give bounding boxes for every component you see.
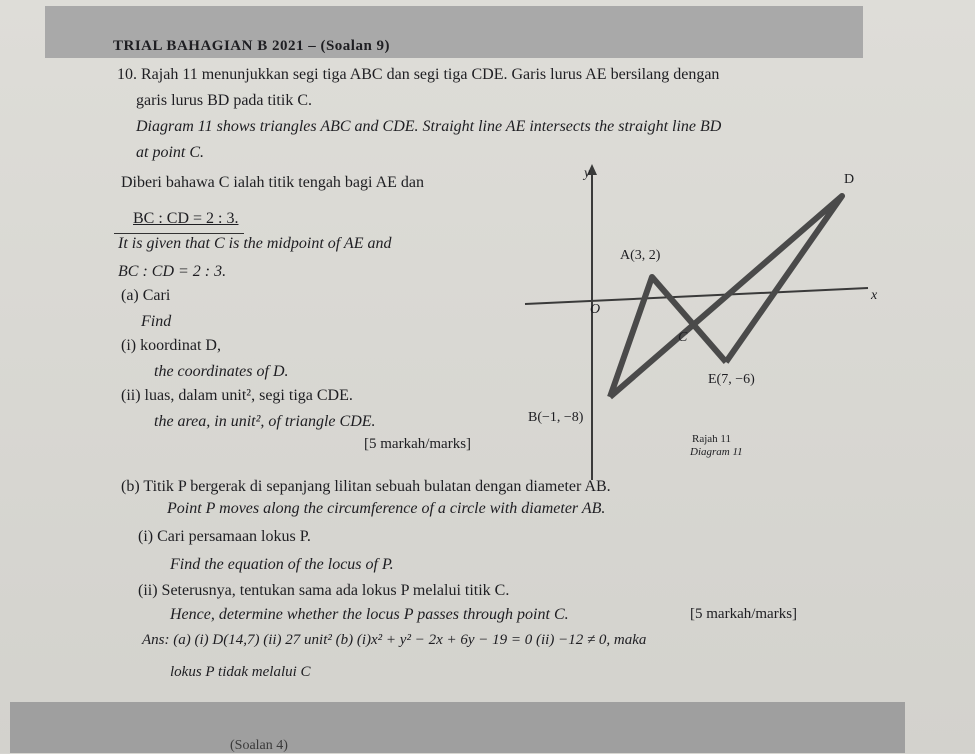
intro-en-2: at point C. [136,144,205,161]
marks-b: [5 markah/marks] [690,606,798,622]
intro-en: Diagram 11 shows triangles ABC and CDE. Straight line AE intersects the straight line BD [136,118,722,135]
given-ms-ratio: BC : CD = 2 : 3. [133,210,239,227]
given-ms: Diberi bahawa C ialah titik tengah bagi AE dan [121,174,425,191]
caption-en: Diagram 11 [690,446,743,458]
part-b-en: Point P moves along the circumference of a circle with diameter AB. [167,500,606,517]
b-ii-en: Hence, determine whether the locus P passes through point C. [170,606,569,623]
given-en-ratio: BC : CD = 2 : 3. [118,263,227,280]
caption-ms: Rajah 11 [692,433,731,445]
marks-a: [5 markah/marks] [364,436,472,452]
header-title: TRIAL BAHAGIAN B 2021 – (Soalan 9) [113,38,391,54]
a-i-en: the coordinates of D. [154,363,289,380]
label-e: E(7, −6) [708,372,755,387]
label-a: A(3, 2) [620,248,661,263]
x-axis [525,288,868,304]
footer-text: (Soalan 4) [230,738,288,753]
answer: Ans: (a) (i) D(14,7) (ii) 27 unit² (b) (i)x² + y² − 2x + 6y − 19 = 0 (ii) −12 ≠ 0, maka [142,632,647,648]
label-x: x [871,288,878,303]
a-ii-en: the area, in unit², of triangle CDE. [154,413,376,430]
intro-ms-2: garis lurus BD pada titik C. [136,92,312,109]
a-i-ms: (i) koordinat D, [121,337,221,354]
answer-2: lokus P tidak melalui C [170,664,311,680]
b-i-en: Find the equation of the locus of P. [170,556,394,573]
label-d: D [844,172,855,187]
label-o: O [590,302,601,317]
label-b: B(−1, −8) [528,410,584,425]
b-i-ms: (i) Cari persamaan lokus P. [138,528,311,545]
intro-ms: 10. Rajah 11 menunjukkan segi tiga ABC dan segi tiga CDE. Garis lurus AE bersilang dengan [117,66,720,83]
a-ii-ms: (ii) luas, dalam unit², segi tiga CDE. [121,387,353,404]
part-a-en: Find [141,313,172,330]
label-y: y [584,166,591,181]
part-a-ms: (a) Cari [121,287,171,304]
label-c: C [678,330,688,345]
given-en: It is given that C is the midpoint of AE and [118,235,392,252]
b-ii-ms: (ii) Seterusnya, tentukan sama ada lokus P melalui titik C. [138,582,510,599]
footer-band [10,702,905,753]
part-b-ms: (b) Titik P bergerak di sepanjang lilitan sebuah bulatan dengan diameter AB. [121,478,611,495]
